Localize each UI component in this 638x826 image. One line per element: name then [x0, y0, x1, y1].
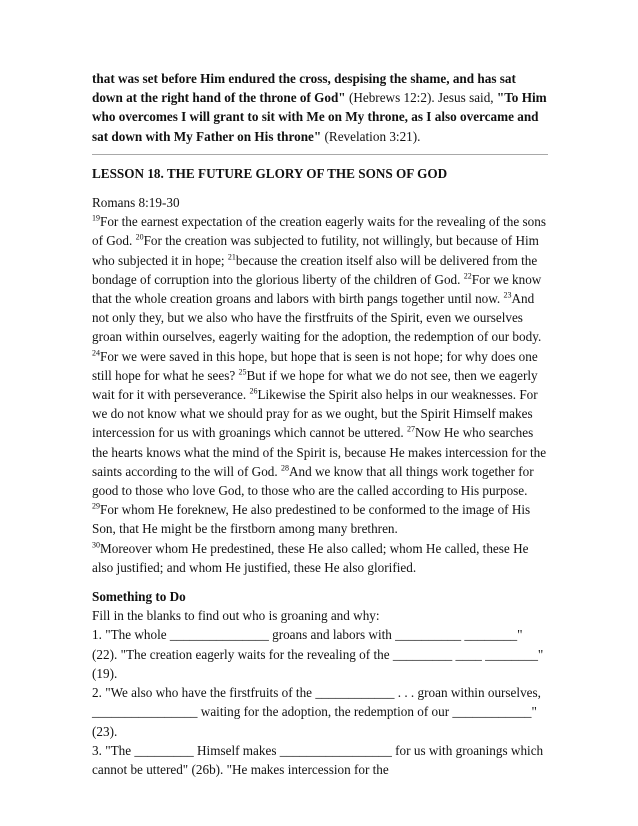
scripture-passage — [92, 212, 548, 538]
verse-text: But if we hope for what we do not see, then we eagerly wait for it with perseverance. — [92, 367, 538, 403]
verse-text: And not only they, but we also who have the firstfruits of the Spirit, even we ourselves groan within ourselves, eagerly waiting for the adoption, the redemption of our body. — [92, 291, 542, 345]
verse-text: For whom He foreknew, He also predestined to be conformed to the image of His Son, that He might be the firstborn among many brethren. — [92, 502, 531, 537]
scripture-verse-30 — [92, 539, 548, 577]
verse-text: For the creation was subjected to futility, not willingly, but because of Him who subjected it in hope; — [92, 233, 539, 268]
hebrews-quote: that was set before Him endured the cross, despising the shame, and has sat down at the right hand of the throne of God" — [92, 71, 516, 106]
verse-number: 24 — [92, 348, 100, 358]
activity-item-3: 3. "The _________ Himself makes _________________ for us with groanings which cannot be uttered" (26b). "He makes intercession for the — [92, 742, 544, 777]
lesson-title: LESSON 18. THE FUTURE GLORY OF THE SONS OF GOD — [92, 165, 448, 181]
hebrews-reference: (Hebrews 12:2). Jesus said, — [345, 90, 497, 106]
verse-text: Moreover whom He predestined, these He also called; whom He called, these He also justified; and whom He justified, these He also glorified. — [92, 540, 529, 575]
verse-number: 23 — [503, 290, 512, 300]
verse-number: 22 — [463, 271, 472, 281]
revelation-reference: (Revelation 3:21). — [321, 128, 421, 144]
verse-number: 20 — [135, 233, 144, 243]
verse-number: 21 — [227, 252, 236, 262]
verse-text: For we were saved in this hope, but hope that is seen is not hope; for why does one still hope for what he sees? — [92, 348, 538, 383]
verse-text: For the earnest expectation of the creation eagerly waits for the revealing of the sons of God. — [92, 214, 547, 249]
intro-paragraph — [92, 69, 548, 146]
verse-number: 28 — [280, 463, 289, 473]
verse-text: For we know that the whole creation groans and labors with birth pangs together until now. — [92, 271, 542, 307]
verse-number: 26 — [249, 386, 258, 396]
verse-text: Likewise the Spirit also helps in our weaknesses. For we do not know what we should pray for as we ought, but the Spirit Himself makes intercession for us with groanings which cannot be uttered. — [92, 387, 538, 441]
verse-number: 27 — [406, 425, 415, 435]
scripture-reference: Romans 8:19-30 — [92, 195, 180, 211]
verse-number: 30 — [92, 540, 100, 550]
verse-text: Now He who searches the hearts knows what the mind of the Spirit is, because He makes intercession for the saints according to the will of God. — [92, 425, 547, 479]
verse-number: 25 — [238, 367, 247, 377]
revelation-quote: "To Him who overcomes I will grant to sit with Me on My throne, as I also overcame and sat down with My Father on His throne" — [92, 90, 547, 144]
page-content — [92, 69, 548, 779]
verse-number: 29 — [92, 501, 100, 511]
verse-text: because the creation itself also will be delivered from the bondage of corruption into the glorious liberty of the children of God. — [92, 252, 538, 287]
horizontal-divider — [92, 154, 548, 155]
spacer — [92, 183, 548, 193]
activity-item-2: 2. "We also who have the firstfruits of the ____________ . . . groan within ourselves, ________________ waiting for the adoption, the redemption of our ____________" (23). — [92, 685, 541, 739]
activity-item-1: 1. "The whole _______________ groans and labors with __________ ________" (22). "The creation eagerly waits for the revealing of the _________ ____ ________" (19). — [92, 627, 544, 681]
verse-number: 19 — [92, 213, 100, 223]
spacer — [92, 577, 548, 587]
activity-instruction: Fill in the blanks to find out who is groaning and why: — [92, 608, 380, 624]
activity-heading: Something to Do — [92, 589, 186, 605]
verse-text: And we know that all things work together for good to those who love God, to those who are the called according to His purpose. — [92, 463, 534, 499]
